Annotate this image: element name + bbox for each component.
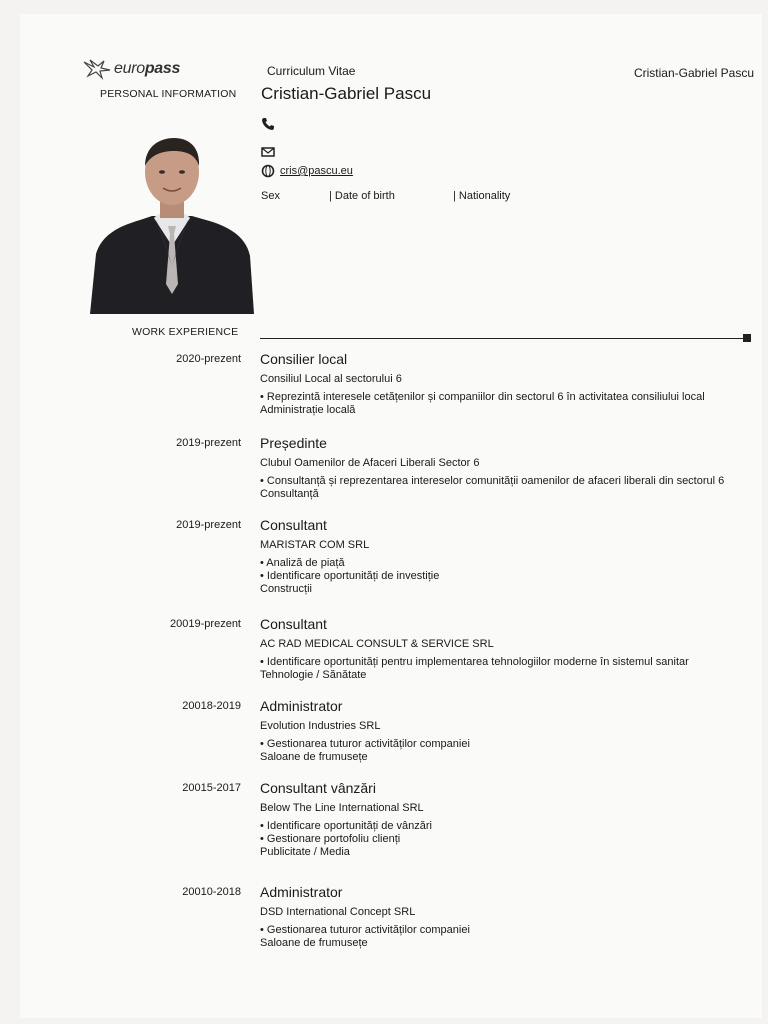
entry-detail-line: Tehnologie / Sănătate [260, 669, 367, 681]
entry-role: Consilier local [260, 351, 348, 367]
entry-organization: Clubul Oamenilor de Afaceri Liberali Sector 6 [260, 457, 480, 469]
profile-photo [90, 134, 254, 314]
entry-date: 2019-prezent [176, 437, 241, 449]
entry-date: 20018-2019 [182, 700, 241, 712]
entry-detail-line: • Identificare oportunități de vânzări [260, 820, 433, 832]
logo-text-prefix: euro [114, 60, 145, 77]
entry-details [260, 738, 470, 764]
entry-details [260, 820, 432, 859]
entry-detail-line: Construcții [260, 583, 312, 595]
sex-label: Sex [261, 190, 280, 202]
entry-organization: Below The Line International SRL [260, 802, 424, 814]
europass-star-icon [82, 58, 112, 80]
website-icon [261, 164, 275, 178]
candidate-name: Cristian-Gabriel Pascu [261, 84, 432, 103]
section-divider-marker [743, 334, 751, 342]
email-link[interactable]: cris@pascu.eu [280, 165, 353, 177]
entry-organization: DSD International Concept SRL [260, 906, 416, 918]
phone-icon [261, 117, 275, 131]
entry-role: Administrator [260, 698, 343, 714]
entry-detail-line: Saloane de frumusețe [260, 751, 368, 763]
entry-role: Consultant [260, 517, 327, 533]
entry-role: Consultant [260, 616, 327, 632]
entry-details [260, 475, 724, 501]
dob-label: | Date of birth [329, 190, 395, 202]
document-title: Curriculum Vitae [267, 64, 356, 78]
entry-date: 20019-prezent [170, 618, 241, 630]
header-name: Cristian-Gabriel Pascu [633, 66, 754, 80]
entry-organization: MARISTAR COM SRL [260, 539, 370, 551]
entry-details [260, 391, 705, 417]
entry-details [260, 557, 439, 596]
entry-organization: Evolution Industries SRL [260, 720, 381, 732]
logo-text-suffix: pass [144, 60, 181, 77]
entry-date: 2019-prezent [176, 519, 241, 531]
entry-detail-line: • Gestionarea tuturor activităților companiei [260, 738, 470, 750]
work-experience-label: WORK EXPERIENCE [132, 326, 239, 338]
entry-date: 2020-prezent [176, 353, 241, 365]
entry-role: Administrator [260, 884, 343, 900]
europass-logo [82, 58, 180, 80]
entry-detail-line: Administrație locală [260, 404, 356, 416]
entry-date: 20010-2018 [182, 886, 241, 898]
entry-details [260, 656, 689, 682]
entry-role: Consultant vânzări [260, 780, 376, 796]
entry-organization: Consiliul Local al sectorului 6 [260, 373, 402, 385]
email-icon [261, 145, 275, 159]
entry-detail-line: Saloane de frumusețe [260, 937, 368, 949]
entry-organization: AC RAD MEDICAL CONSULT & SERVICE SRL [260, 638, 494, 650]
entry-date: 20015-2017 [182, 782, 241, 794]
entry-detail-line: • Gestionarea tuturor activităților companiei [260, 924, 470, 936]
entry-detail-line: • Analiză de piață [260, 557, 345, 569]
entry-detail-line: Consultanță [260, 488, 319, 500]
personal-info-label: PERSONAL INFORMATION [100, 88, 237, 100]
entry-detail-line: • Identificare oportunități pentru implementarea tehnologiilor moderne în sistemul sanitar [260, 656, 689, 668]
entry-detail-line: • Identificare oportunități de investiție [260, 570, 440, 582]
entry-role: Președinte [260, 435, 327, 451]
personal-details-row [261, 190, 510, 202]
entry-detail-line: • Consultanță și reprezentarea intereselor comunității oamenilor de afaceri liberali din sectorul 6 [260, 475, 725, 487]
entry-detail-line: • Reprezintă interesele cetățenilor și companiilor din sectorul 6 în activitatea consiliului local [260, 391, 705, 403]
entry-details [260, 924, 470, 950]
nationality-label: | Nationality [453, 190, 511, 202]
entry-detail-line: Publicitate / Media [260, 846, 350, 858]
entry-detail-line: • Gestionare portofoliu clienți [260, 833, 401, 845]
section-divider [260, 338, 744, 339]
